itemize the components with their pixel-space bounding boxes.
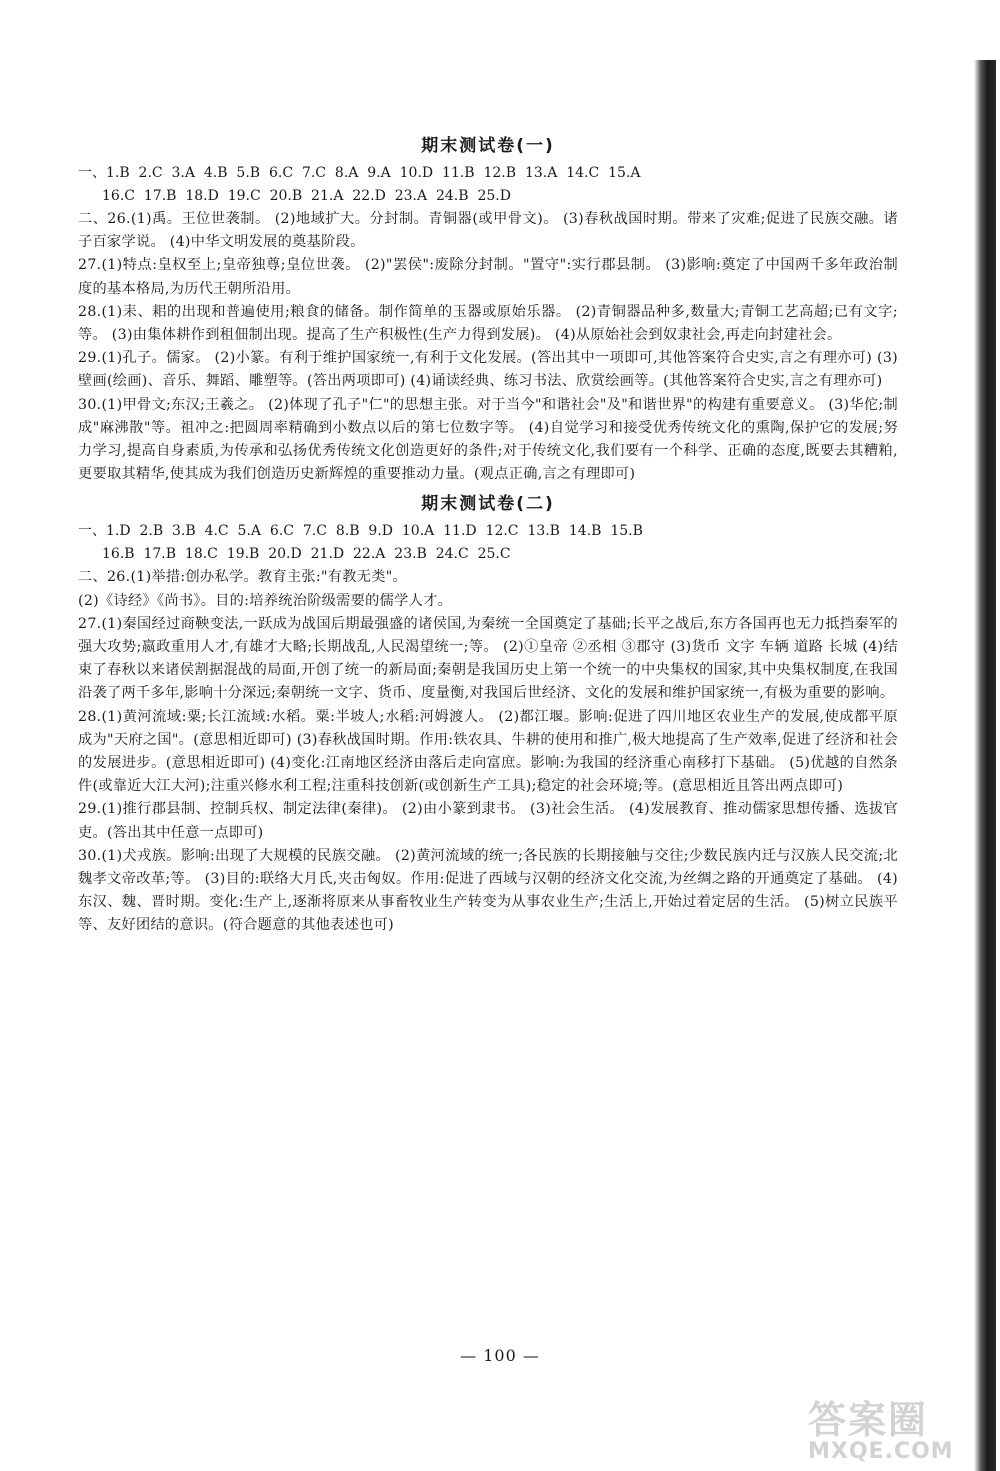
scan-dark-edge [974, 60, 996, 1471]
answer-paragraph: 27.(1)秦国经过商鞅变法,一跃成为战国后期最强盛的诸侯国,为秦统一全国奠定了基础;长平之战后,东方各国再也无力抵挡秦军的强大攻势;嬴政重用人才,有雄才大略;长期战乱,人民渴望统一;等。 (2)①皇帝 ②丞相 ③郡守 (3)货币 文字 车辆 道路 长城 (4)结束了春秋以来诸侯割据混战的局面,开创了统一的新局面;秦朝是我国历史上第一个统一的中央集权的国家,其中央集权制度,在我国沿袭了两千多年,影响十分深远;秦朝统一文字、货币、度量衡,对我国后世经济、文化的发展和维护国家统一,有极为重要的影响。 [78, 615, 898, 702]
answer-paragraph: 29.(1)推行郡县制、控制兵权、制定法律(秦律)。 (2)由小篆到隶书。 (3)社会生活。 (4)发展教育、推动儒家思想传播、选拔官吏。(答出其中任意一点即可) [78, 801, 898, 841]
mc-answers-line: 16.B 17.B 18.C 19.B 20.D 21.D 22.A 23.B 24.C 25.C [102, 546, 511, 563]
mc-answers-line: 一、1.D 2.B 3.B 4.C 5.A 6.C 7.C 8.B 9.D 10.A 11.D 12.C 13.B 14.B 15.B [78, 523, 643, 540]
answer-paragraph: 27.(1)特点:皇权至上;皇帝独尊;皇位世袭。 (2)"罢侯":废除分封制。"置守":实行郡县制。 (3)影响:奠定了中国两千多年政治制度的基本格局,为历代王朝所沿用。 [78, 257, 898, 297]
answer-paragraph: 二、26.(1)禹。王位世袭制。 (2)地域扩大。分封制。青铜器(或甲骨文)。 (3)春秋战国时期。带来了灾难;促进了民族交融。诸子百家学说。 (4)中华文明发展的奠基阶段。 [78, 211, 898, 251]
section-title-1: 期末测试卷(一) [421, 136, 555, 156]
watermark-chars: 答案圈 [808, 1398, 929, 1442]
answer-paragraph: (2)《诗经》《尚书》。目的:培养统治阶级需要的儒学人才。 [78, 592, 453, 609]
page-content [78, 128, 898, 938]
answer-paragraph: 29.(1)孔子。儒家。 (2)小篆。有利于维护国家统一,有利于文化发展。(答出其中一项即可,其他答案符合史实,言之有理亦可) (3)壁画(绘画)、音乐、舞蹈、雕塑等。(答出两项即可) (4)诵读经典、练习书法、欣赏绘画等。(其他答案符合史实,言之有理亦可) [78, 350, 898, 390]
watermark-url: MXQE.COM [808, 1439, 954, 1464]
answer-paragraph: 二、26.(1)举措:创办私学。教育主张:"有教无类"。 [78, 569, 408, 586]
answer-paragraph: 28.(1)耒、耜的出现和普遍使用;粮食的储备。制作简单的玉器或原始乐器。 (2)青铜器品种多,数量大;青铜工艺高超;已有文字;等。 (3)由集体耕作到租佃制出现。提高了生产积极性(生产力得到发展)。 (4)从原始社会到奴隶社会,再走向封建社会。 [78, 303, 898, 344]
answer-paragraph: 28.(1)黄河流域:粟;长江流域:水稻。粟:半坡人;水稻:河姆渡人。 (2)都江堰。影响:促进了四川地区农业生产的发展,使成都平原成为"天府之国"。(意思相近即可) (3)春秋战国时期。作用:铁农具、牛耕的使用和推广,极大地提高了生产效率,促进了经济和社会的发展进步。(意思相近即可) (4)变化:江南地区经济由落后走向富庶。影响:为我国的经济重心南移打下基础。 (5)优越的自然条件(或靠近大江大河);注重兴修水利工程;注重科技创新(或创新生产工具);稳定的社会环境;等。(意思相近且答出两点即可) [78, 708, 898, 795]
page-number: — 100 — [460, 1346, 540, 1365]
answer-paragraph: 30.(1)甲骨文;东汉;王羲之。 (2)体现了孔子"仁"的思想主张。对于当今"和谐社会"及"和谐世界"的构建有重要意义。 (3)华佗;制成"麻沸散"等。祖冲之:把圆周率精确到小数点以后的第七位数字等。 (4)自觉学习和接受优秀传统文化的熏陶,保护它的发展;努力学习,提高自身素质,为传承和弘扬优秀传统文化创造更好的条件;对于传统文化,我们要有一个科学、正确的态度,既要去其糟粕,更要取其精华,使其成为我们创造历史新辉煌的重要推动力量。(观点正确,言之有理即可) [78, 396, 898, 483]
watermark-logo [808, 1400, 978, 1466]
mc-answers-line: 一、1.B 2.C 3.A 4.B 5.B 6.C 7.C 8.A 9.A 10.D 11.B 12.B 13.A 14.C 15.A [78, 165, 641, 181]
mc-answers-line: 16.C 17.B 18.D 19.C 20.B 21.A 22.D 23.A 24.B 25.D [102, 188, 511, 204]
answer-paragraph: 30.(1)犬戎族。影响:出现了大规模的民族交融。 (2)黄河流域的统一;各民族的长期接触与交往;少数民族内迁与汉族人民交流;北魏孝文帝改革;等。 (3)目的:联络大月氏,夹击匈奴。作用:促进了西域与汉朝的经济文化交流,为丝绸之路的开通奠定了基础。 (4)东汉、魏、晋时期。变化:生产上,逐渐将原来从事畜牧业生产转变为从事农业生产;生活上,开始过着定居的生活。 (5)树立民族平等、友好团结的意识。(符合题意的其他表述也可) [78, 847, 898, 934]
section-title-2: 期末测试卷(二) [421, 494, 555, 515]
